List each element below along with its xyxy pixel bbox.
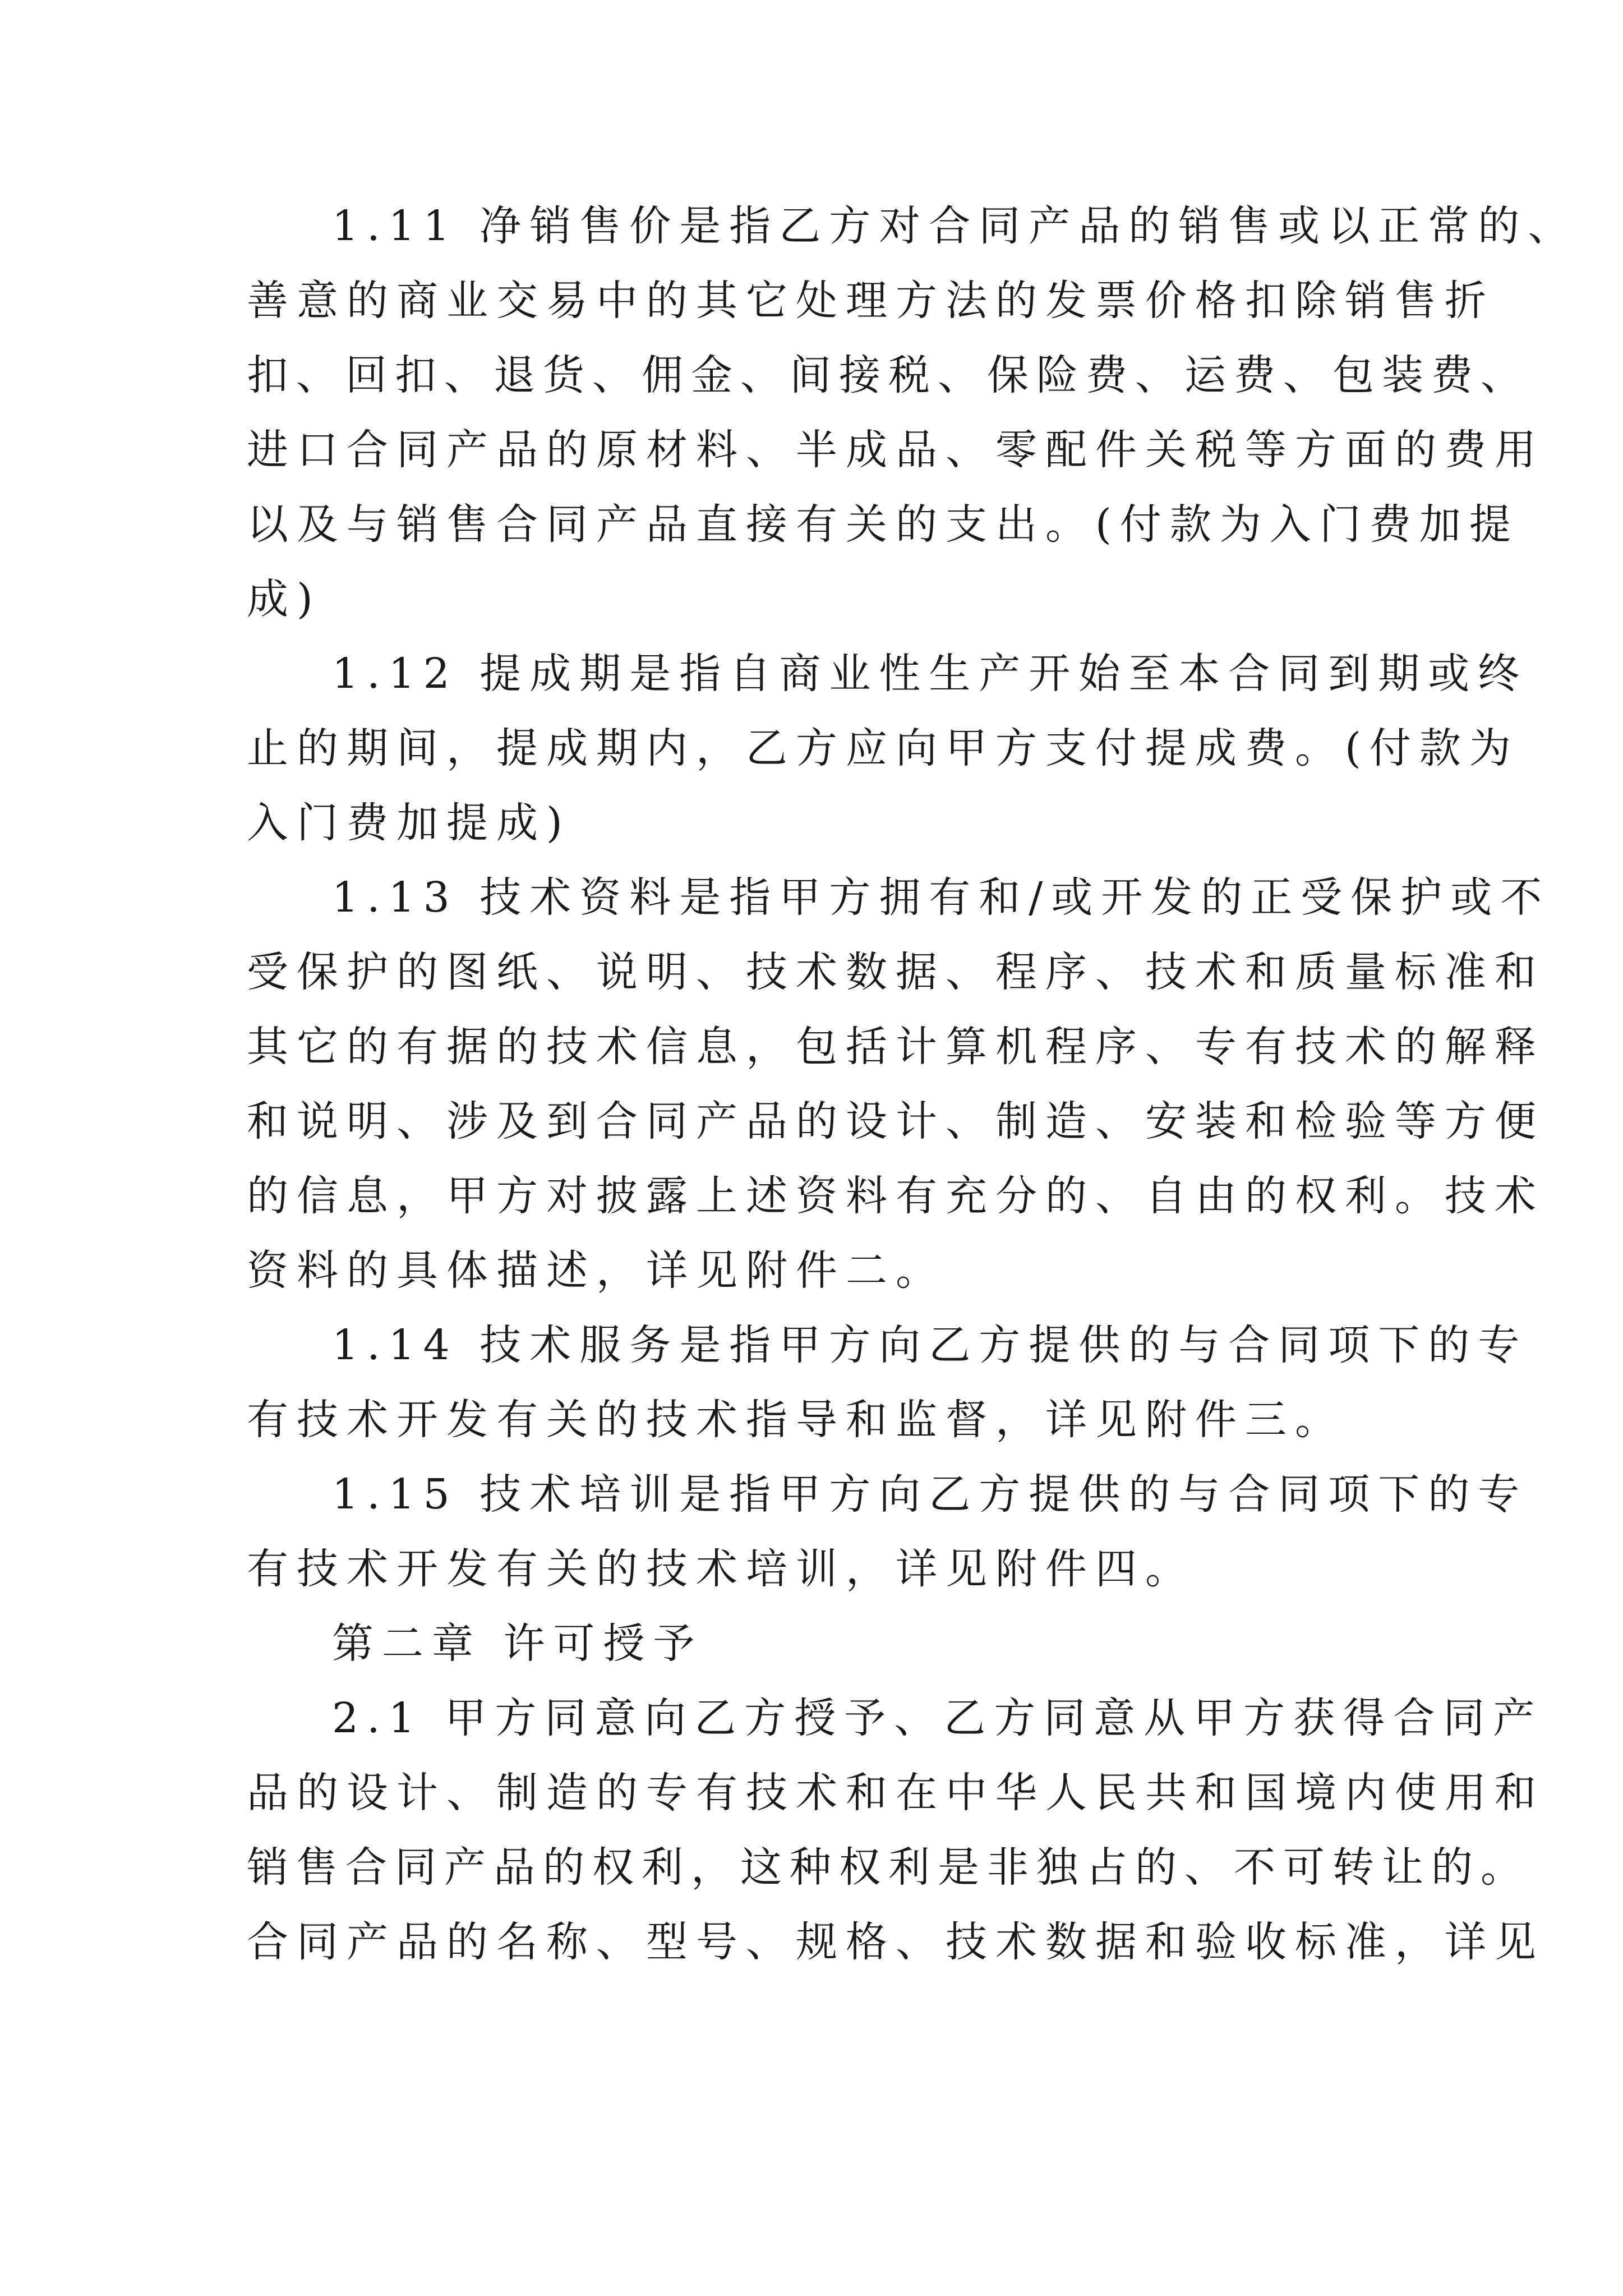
clause-2-1-line-4: 合同产品的名称、型号、规格、技术数据和验收标准，详见 <box>247 1918 1544 1966</box>
clause-1-11-line-4: 进口合同产品的原材料、半成品、零配件关税等方面的费用 <box>247 426 1544 474</box>
clause-1-13-line-6: 资料的具体描述，详见附件二。 <box>247 1246 946 1295</box>
clause-1-13-line-1: 1.13 技术资料是指甲方拥有和/或开发的正受保护或不 <box>332 873 1551 922</box>
clause-1-13-line-2: 受保护的图纸、说明、技术数据、程序、技术和质量标准和 <box>247 948 1544 996</box>
clause-1-13-line-5: 的信息，甲方对披露上述资料有充分的、自由的权利。技术 <box>247 1172 1544 1220</box>
clause-1-12-line-2: 止的期间，提成期内，乙方应向甲方支付提成费。(付款为 <box>247 724 1519 772</box>
clause-1-12-line-3: 入门费加提成) <box>247 799 571 847</box>
clause-1-14-line-2: 有技术开发有关的技术指导和监督，详见附件三。 <box>247 1396 1345 1444</box>
clause-2-1-line-3: 销售合同产品的权利，这种权利是非独占的、不可转让的。 <box>247 1843 1530 1892</box>
clause-1-11-line-5: 以及与销售合同产品直接有关的支出。(付款为入门费加提 <box>247 500 1519 549</box>
chapter-2-heading: 第二章 许可授予 <box>332 1619 703 1668</box>
clause-1-11-line-2: 善意的商业交易中的其它处理方法的发票价格扣除销售折 <box>247 277 1495 325</box>
clause-2-1-line-1: 2.1 甲方同意向乙方授予、乙方同意从甲方获得合同产 <box>332 1694 1543 1742</box>
clause-1-13-line-3: 其它的有据的技术信息，包括计算机程序、专有技术的解释 <box>247 1023 1544 1071</box>
clause-1-11-line-1: 1.11 净销售价是指乙方对合同产品的销售或以正常的、 <box>332 202 1578 250</box>
clause-1-15-line-2: 有技术开发有关的技术培训，详见附件四。 <box>247 1545 1195 1593</box>
clause-1-11-line-6: 成) <box>247 575 321 623</box>
clause-1-14-line-1: 1.14 技术服务是指甲方向乙方提供的与合同项下的专 <box>332 1321 1528 1369</box>
clause-2-1-line-2: 品的设计、制造的专有技术和在中华人民共和国境内使用和 <box>247 1769 1544 1817</box>
clause-1-12-line-1: 1.12 提成期是指自商业性生产开始至本合同到期或终 <box>332 650 1528 698</box>
clause-1-11-line-3: 扣、回扣、退货、佣金、间接税、保险费、运费、包装费、 <box>247 351 1530 399</box>
clause-1-13-line-4: 和说明、涉及到合同产品的设计、制造、安装和检验等方便 <box>247 1097 1544 1145</box>
clause-1-15-line-1: 1.15 技术培训是指甲方向乙方提供的与合同项下的专 <box>332 1470 1528 1519</box>
